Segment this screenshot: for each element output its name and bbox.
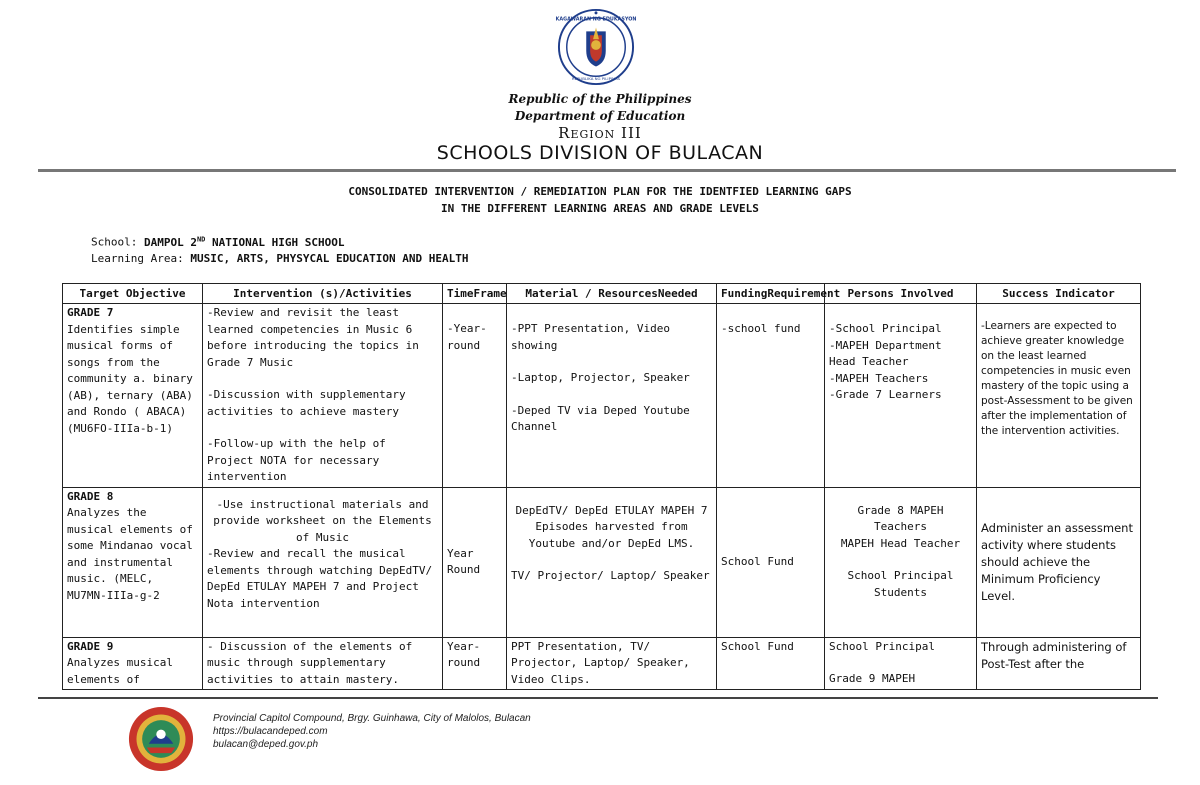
persons-cell: School Principal Grade 9 MAPEH bbox=[825, 637, 977, 690]
grade-label: GRADE 9 bbox=[67, 639, 114, 653]
footer-address: Provincial Capitol Compound, Brgy. Guinhawa, City of Malolos, Bulacan bbox=[213, 713, 531, 724]
svg-text:REPUBLIKA NG PILIPINAS: REPUBLIKA NG PILIPINAS bbox=[571, 76, 621, 82]
footer-website-link[interactable]: https://bulacandeped.com bbox=[213, 726, 328, 737]
time-frame-cell: Year Round bbox=[443, 487, 507, 637]
success-cell: -Learners are expected to achieve greater knowledge on the least learned competencies in music even mastery of the topic using a post-Assessment to be given after the implementation of the intervention activities. bbox=[977, 304, 1141, 488]
footer-email-link[interactable]: bulacan@deped.gov.ph bbox=[213, 739, 319, 750]
time-frame-cell: Year-round bbox=[443, 637, 507, 690]
funding-cell: School Fund bbox=[717, 637, 825, 690]
time-frame-cell: -Year-round bbox=[443, 304, 507, 488]
intervention-cell: - Discussion of the elements of music through supplementary activities to attain mastery. bbox=[203, 637, 443, 690]
table-row bbox=[63, 487, 1141, 637]
document-title-line1: CONSOLIDATED INTERVENTION / REMEDIATION PLAN FOR THE IDENTFIED LEARNING GAPS bbox=[348, 185, 852, 198]
header-intervention: Intervention (s)/Activities bbox=[203, 284, 443, 304]
objective-cell bbox=[63, 637, 203, 690]
letterhead-department: Department of Education bbox=[514, 109, 686, 123]
header-time-frame: TimeFrame bbox=[443, 284, 507, 304]
success-cell: Through administering of Post-Test after the bbox=[977, 637, 1141, 690]
materials-cell: DepEdTV/ DepEd ETULAY MAPEH 7 Episodes harvested from Youtube and/or DepEd LMS. TV/ Projector/ Laptop/ Speaker bbox=[507, 487, 717, 637]
objective-cell bbox=[63, 487, 203, 637]
header-target-objective: Target Objective bbox=[63, 284, 203, 304]
objective-text: Analyzes musical elements of bbox=[67, 656, 173, 686]
success-cell: Administer an assessment activity where students should achieve the Minimum Proficiency Level. bbox=[977, 487, 1141, 637]
table-header-row bbox=[63, 284, 1141, 304]
learning-area-label: Learning Area: bbox=[91, 252, 184, 265]
learning-area-line bbox=[91, 252, 469, 265]
funding-cell: School Fund bbox=[717, 487, 825, 637]
materials-cell: PPT Presentation, TV/ Projector, Laptop/ Speaker, Video Clips. bbox=[507, 637, 717, 690]
intervention-cell: -Use instructional materials and provide worksheet on the Elements of Music -Review and recall the musical elements through watching DepEdTV/ DepEd ETULAY MAPEH 7 and Project Nota intervention bbox=[203, 487, 443, 637]
school-name: DAMPOL 2ND NATIONAL HIGH SCHOOL bbox=[143, 235, 345, 249]
letterhead-region: Region III bbox=[558, 124, 642, 142]
header-persons-involved: Persons Involved bbox=[825, 284, 977, 304]
svg-text:KAGAWARAN NG EDUKASYON: KAGAWARAN NG EDUKASYON bbox=[555, 16, 637, 23]
document-title-line2: IN THE DIFFERENT LEARNING AREAS AND GRADE LEVELS bbox=[441, 202, 759, 215]
header-divider bbox=[38, 169, 1176, 172]
persons-cell: Grade 8 MAPEH Teachers MAPEH Head Teacher School Principal Students bbox=[825, 487, 977, 637]
footer-divider bbox=[38, 697, 1158, 699]
intervention-plan-table bbox=[62, 283, 1141, 690]
grade-label: GRADE 8 bbox=[67, 489, 114, 503]
deped-seal-logo bbox=[557, 8, 635, 86]
funding-cell: -school fund bbox=[717, 304, 825, 488]
header-success-indicator: Success Indicator bbox=[977, 284, 1141, 304]
header-funding: FundingRequirement bbox=[717, 284, 825, 304]
objective-text: Identifies simple musical forms of songs from the community a. binary (AB), ternary (ABA) and Rondo ( ABACA) (MU6FO-IIIa-b-1) bbox=[67, 322, 193, 435]
letterhead-republic: Republic of the Philippines bbox=[508, 92, 692, 106]
school-label: School: bbox=[91, 235, 138, 249]
learning-area-value: MUSIC, ARTS, PHYSYCAL EDUCATION AND HEALTH bbox=[190, 252, 469, 265]
materials-cell: -PPT Presentation, Video showing -Laptop, Projector, Speaker -Deped TV via Deped Youtube Channel bbox=[507, 304, 717, 488]
objective-text: Analyzes the musical elements of some Mindanao vocal and instrumental music. (MELC, MU7MN-IIIa-g-2 bbox=[67, 506, 193, 602]
table-row bbox=[63, 637, 1141, 690]
division-seal-logo bbox=[128, 706, 194, 772]
objective-cell bbox=[63, 304, 203, 488]
persons-cell: -School Principal -MAPEH Department Head Teacher -MAPEH Teachers -Grade 7 Learners bbox=[825, 304, 977, 488]
letterhead-division: SCHOOLS DIVISION OF BULACAN bbox=[436, 142, 764, 164]
table-row bbox=[63, 304, 1141, 488]
header-materials: Material / ResourcesNeeded bbox=[507, 284, 717, 304]
school-line bbox=[91, 235, 344, 249]
grade-label: GRADE 7 bbox=[67, 306, 114, 319]
intervention-cell: -Review and revisit the least learned competencies in Music 6 before introducing the topics in Grade 7 Music -Discussion with supplementary activities to achieve mastery -Follow-up with the help of Project NOTA for necessary intervention bbox=[203, 304, 443, 488]
